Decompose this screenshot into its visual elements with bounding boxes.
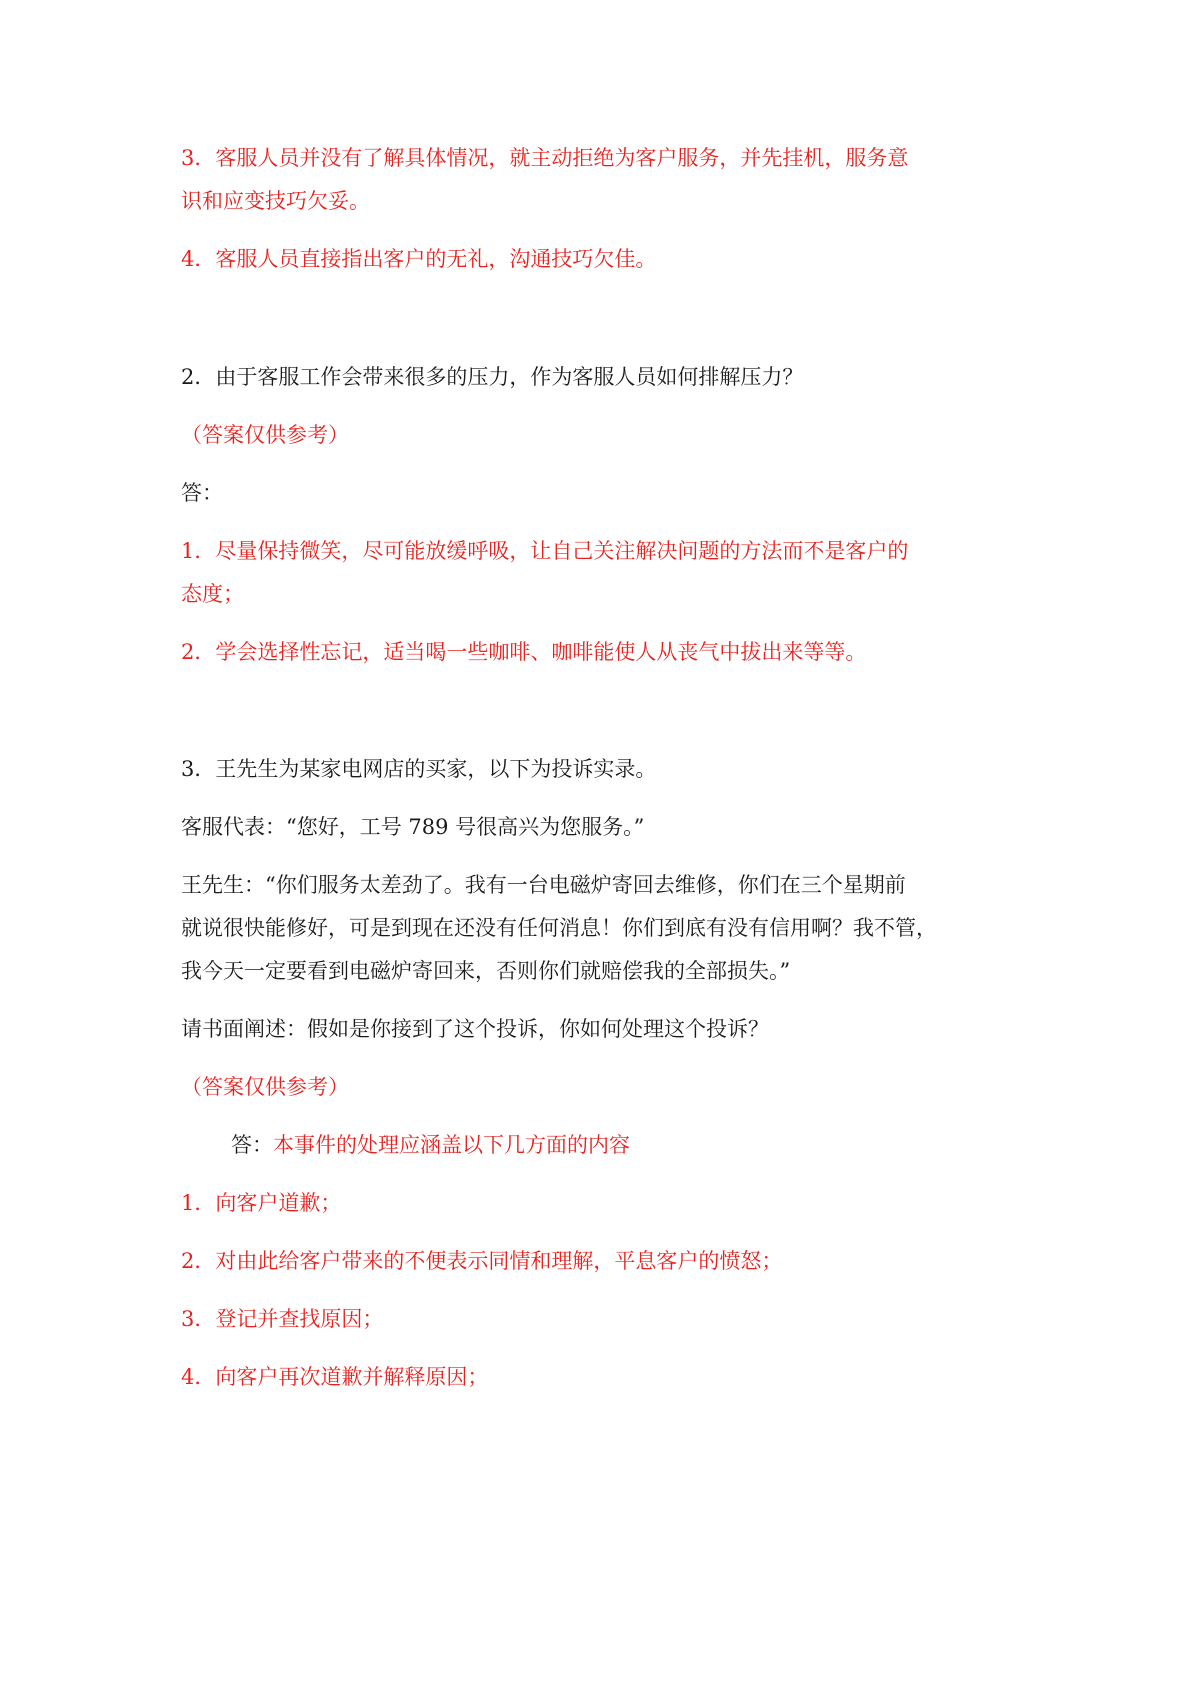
question-2-note: （答案仅供参考）: [181, 423, 349, 447]
prev-answer-item-3-line-1: 3．客服人员并没有了解具体情况，就主动拒绝为客户服务，并先挂机，服务意: [181, 146, 909, 170]
question-3-answer-label: 答：: [231, 1133, 273, 1157]
question-3-dialog-agent: 客服代表：“您好，工号 789 号很高兴为您服务。”: [181, 815, 645, 839]
prev-answer-item-4: 4．客服人员直接指出客户的无礼，沟通技巧欠佳。: [181, 247, 657, 271]
question-3-prompt: 请书面阐述：假如是你接到了这个投诉，你如何处理这个投诉？: [181, 1017, 769, 1041]
question-3-dialog-customer-line-1: 王先生：“你们服务太差劲了。我有一台电磁炉寄回去维修，你们在三个星期前: [181, 873, 906, 897]
question-3-step: 1．向客户道歉；: [181, 1191, 342, 1215]
question-3-dialog-customer-line-2: 就说很快能修好，可是到现在还没有任何消息！你们到底有没有信用啊？我不管，: [181, 916, 937, 940]
question-2-title: 2．由于客服工作会带来很多的压力，作为客服人员如何排解压力？: [181, 365, 804, 389]
question-3-title: 3．王先生为某家电网店的买家，以下为投诉实录。: [181, 757, 657, 781]
question-3-step: 2．对由此给客户带来的不便表示同情和理解，平息客户的愤怒；: [181, 1249, 783, 1273]
question-3-step: 4．向客户再次道歉并解释原因；: [181, 1365, 489, 1389]
question-2-answer-1-line-1: 1．尽量保持微笑，尽可能放缓呼吸，让自己关注解决问题的方法而不是客户的: [181, 539, 909, 563]
question-3-note: （答案仅供参考）: [181, 1075, 349, 1099]
question-3-step: 3．登记并查找原因；: [181, 1307, 384, 1331]
question-2-answer-label: 答：: [181, 481, 223, 505]
question-2-answer-1-line-2: 态度；: [181, 582, 244, 606]
question-3-answer-intro-row: [231, 1130, 630, 1160]
question-2-answer-2: 2．学会选择性忘记，适当喝一些咖啡、咖啡能使人从丧气中拔出来等等。: [181, 640, 867, 664]
prev-answer-item-3-line-2: 识和应变技巧欠妥。: [181, 189, 370, 213]
question-3-answer-intro: 本事件的处理应涵盖以下几方面的内容: [273, 1133, 630, 1157]
question-3-dialog-customer-line-3: 我今天一定要看到电磁炉寄回来，否则你们就赔偿我的全部损失。”: [181, 959, 791, 983]
